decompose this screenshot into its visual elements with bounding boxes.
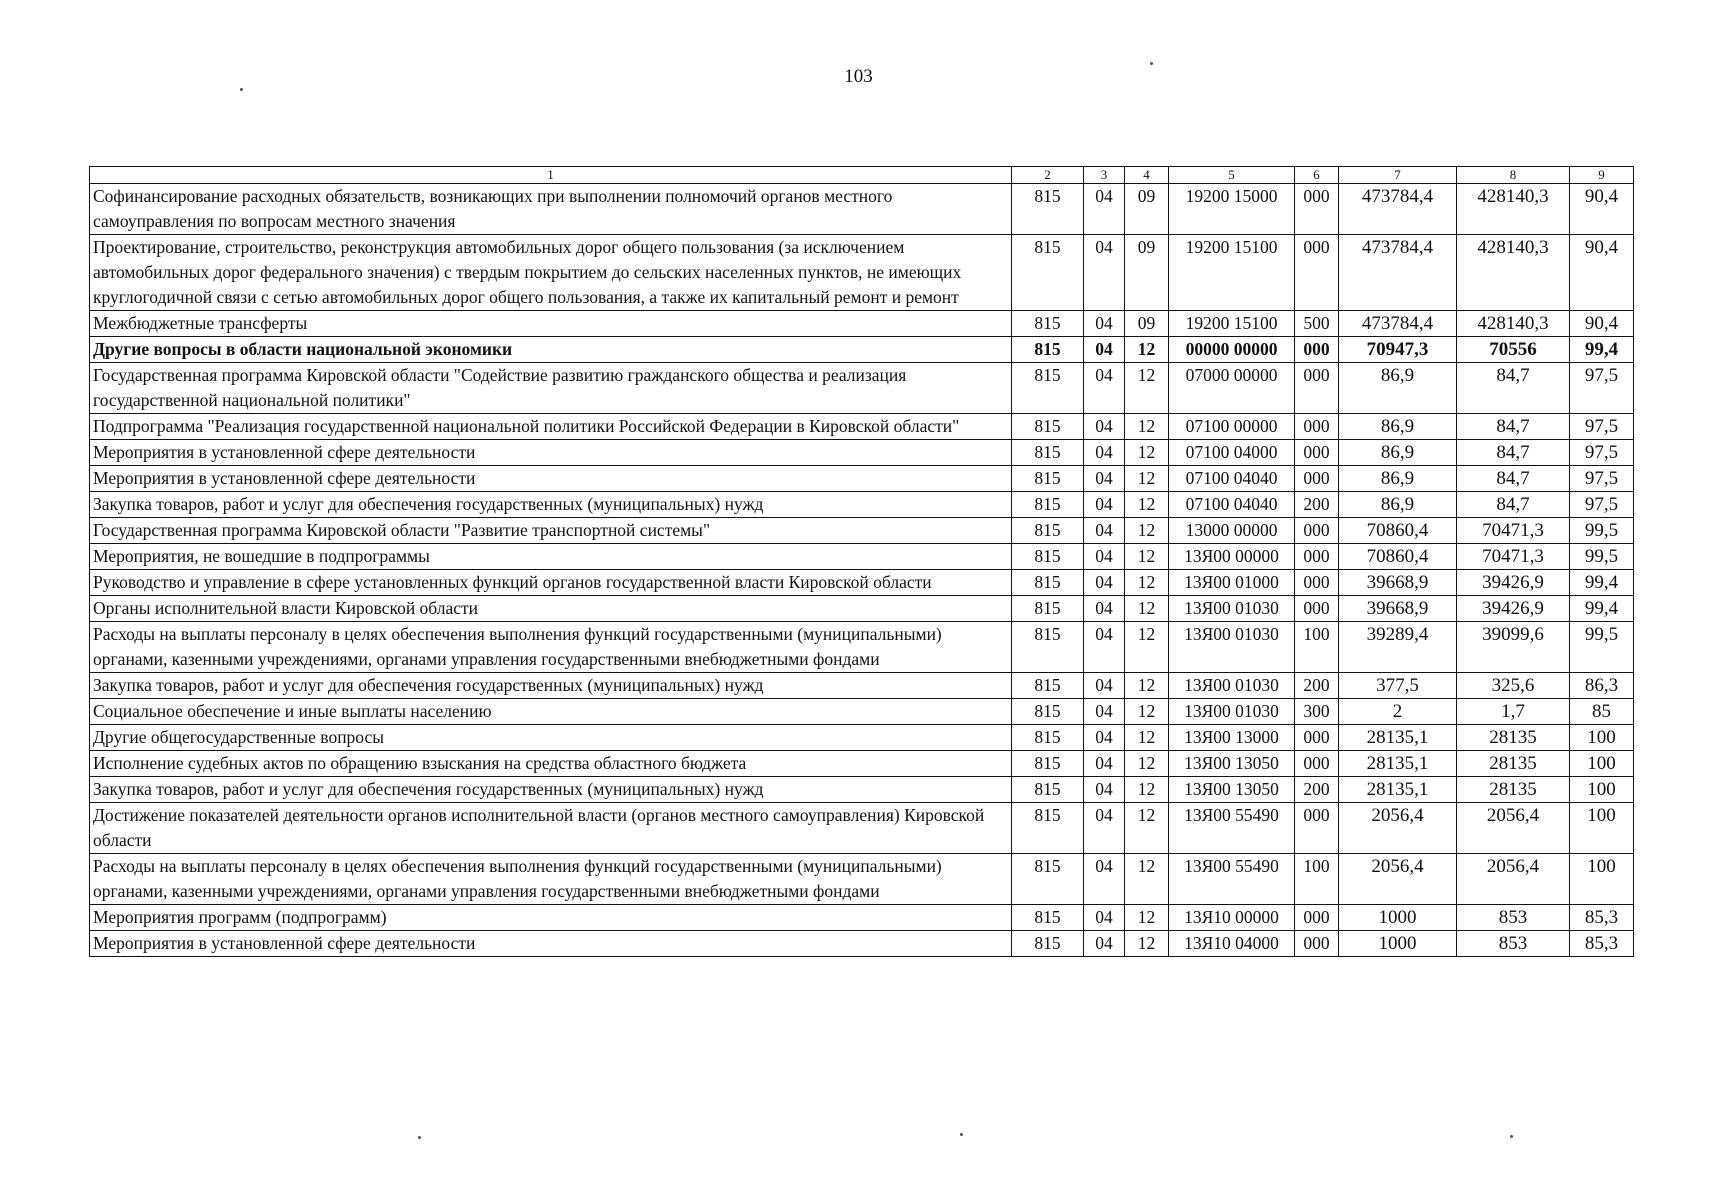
row-value-cell: 100 [1570, 854, 1634, 905]
row-value-cell: 85 [1570, 699, 1634, 725]
row-value-cell: 473784,4 [1339, 184, 1457, 235]
row-value-cell: 84,7 [1457, 363, 1570, 414]
row-value-cell: 815 [1012, 518, 1084, 544]
row-value-cell: 99,5 [1570, 544, 1634, 570]
row-value-cell: 28135 [1457, 751, 1570, 777]
row-value-cell: 100 [1570, 751, 1634, 777]
row-name-cell: Мероприятия в установленной сфере деятельности [90, 440, 1012, 466]
row-value-cell: 39289,4 [1339, 622, 1457, 673]
table-row [90, 905, 1634, 931]
row-value-cell: 815 [1012, 544, 1084, 570]
table-row [90, 184, 1634, 235]
row-value-cell: 07100 04000 [1169, 440, 1295, 466]
row-value-cell: 1000 [1339, 905, 1457, 931]
row-value-cell: 000 [1295, 725, 1339, 751]
table-row [90, 570, 1634, 596]
row-value-cell: 97,5 [1570, 363, 1634, 414]
row-value-cell: 00000 00000 [1169, 337, 1295, 363]
row-value-cell: 13Я00 00000 [1169, 544, 1295, 570]
row-name-cell: Исполнение судебных актов по обращению взыскания на средства областного бюджета [90, 751, 1012, 777]
row-value-cell: 428140,3 [1457, 235, 1570, 311]
row-name-cell: Мероприятия в установленной сфере деятельности [90, 466, 1012, 492]
row-value-cell: 815 [1012, 699, 1084, 725]
row-value-cell: 04 [1084, 466, 1125, 492]
row-value-cell: 12 [1125, 751, 1169, 777]
row-value-cell: 428140,3 [1457, 184, 1570, 235]
row-value-cell: 815 [1012, 905, 1084, 931]
page-number: 103 [844, 66, 873, 87]
row-value-cell: 70471,3 [1457, 544, 1570, 570]
table-row [90, 673, 1634, 699]
row-value-cell: 97,5 [1570, 492, 1634, 518]
header-row [90, 167, 1634, 184]
row-value-cell: 200 [1295, 673, 1339, 699]
row-value-cell: 12 [1125, 363, 1169, 414]
scan-speck [240, 88, 243, 91]
scan-speck [418, 1136, 421, 1139]
row-value-cell: 13Я00 01030 [1169, 699, 1295, 725]
row-value-cell: 70860,4 [1339, 544, 1457, 570]
row-value-cell: 12 [1125, 803, 1169, 854]
row-value-cell: 04 [1084, 596, 1125, 622]
row-value-cell: 2 [1339, 699, 1457, 725]
row-value-cell: 815 [1012, 440, 1084, 466]
row-value-cell: 13Я10 04000 [1169, 931, 1295, 957]
table-row [90, 492, 1634, 518]
row-name-cell: Руководство и управление в сфере установленных функций органов государственной власти Кировской области [90, 570, 1012, 596]
row-value-cell: 04 [1084, 518, 1125, 544]
row-value-cell: 473784,4 [1339, 235, 1457, 311]
row-value-cell: 04 [1084, 699, 1125, 725]
row-value-cell: 428140,3 [1457, 311, 1570, 337]
row-value-cell: 13Я00 55490 [1169, 854, 1295, 905]
row-value-cell: 000 [1295, 235, 1339, 311]
row-value-cell: 12 [1125, 544, 1169, 570]
row-value-cell: 000 [1295, 414, 1339, 440]
row-value-cell: 12 [1125, 931, 1169, 957]
table-row [90, 803, 1634, 854]
table-row [90, 751, 1634, 777]
row-name-cell: Другие общегосударственные вопросы [90, 725, 1012, 751]
col-header: 5 [1169, 167, 1295, 184]
row-value-cell: 13Я00 01030 [1169, 622, 1295, 673]
row-value-cell: 500 [1295, 311, 1339, 337]
row-value-cell: 99,4 [1570, 570, 1634, 596]
col-header: 8 [1457, 167, 1570, 184]
row-value-cell: 86,9 [1339, 414, 1457, 440]
scan-speck [960, 1133, 963, 1136]
table-row [90, 440, 1634, 466]
row-value-cell: 100 [1570, 725, 1634, 751]
table-row [90, 854, 1634, 905]
row-value-cell: 09 [1125, 235, 1169, 311]
row-value-cell: 815 [1012, 363, 1084, 414]
row-value-cell: 815 [1012, 751, 1084, 777]
row-value-cell: 1,7 [1457, 699, 1570, 725]
col-header: 6 [1295, 167, 1339, 184]
row-value-cell: 99,5 [1570, 518, 1634, 544]
row-value-cell: 13Я00 01030 [1169, 596, 1295, 622]
row-value-cell: 39668,9 [1339, 596, 1457, 622]
row-value-cell: 000 [1295, 440, 1339, 466]
row-value-cell: 13Я00 01030 [1169, 673, 1295, 699]
row-value-cell: 000 [1295, 184, 1339, 235]
row-value-cell: 815 [1012, 596, 1084, 622]
col-header: 2 [1012, 167, 1084, 184]
row-value-cell: 815 [1012, 725, 1084, 751]
row-value-cell: 300 [1295, 699, 1339, 725]
row-value-cell: 815 [1012, 184, 1084, 235]
row-value-cell: 39426,9 [1457, 570, 1570, 596]
row-value-cell: 13Я00 13050 [1169, 777, 1295, 803]
table-row [90, 777, 1634, 803]
scan-speck [1510, 1135, 1513, 1138]
row-value-cell: 97,5 [1570, 440, 1634, 466]
row-value-cell: 13Я00 13050 [1169, 751, 1295, 777]
row-value-cell: 04 [1084, 544, 1125, 570]
row-value-cell: 815 [1012, 492, 1084, 518]
row-value-cell: 86,9 [1339, 363, 1457, 414]
table-row [90, 235, 1634, 311]
row-value-cell: 2056,4 [1457, 803, 1570, 854]
row-value-cell: 39099,6 [1457, 622, 1570, 673]
row-value-cell: 07000 00000 [1169, 363, 1295, 414]
row-value-cell: 70860,4 [1339, 518, 1457, 544]
row-value-cell: 86,9 [1339, 466, 1457, 492]
row-name-cell: Проектирование, строительство, реконструкция автомобильных дорог общего пользования (за исключением автомобильных дорог федерального значения) с твердым покрытием до сельских населенных пунктов, не имеющих круглогодичной связи с сетью автомобильных дорог общего пользования, а также их капитальный ремонт и ремонт [90, 235, 1012, 311]
row-name-cell: Мероприятия в установленной сфере деятельности [90, 931, 1012, 957]
row-value-cell: 000 [1295, 931, 1339, 957]
row-value-cell: 13Я10 00000 [1169, 905, 1295, 931]
row-value-cell: 815 [1012, 777, 1084, 803]
row-value-cell: 97,5 [1570, 466, 1634, 492]
row-value-cell: 12 [1125, 699, 1169, 725]
row-value-cell: 99,5 [1570, 622, 1634, 673]
row-name-cell: Государственная программа Кировской области "Содействие развитию гражданского общества и реализация государственной национальной политики" [90, 363, 1012, 414]
row-value-cell: 2056,4 [1457, 854, 1570, 905]
row-name-cell: Государственная программа Кировской области "Развитие транспортной системы" [90, 518, 1012, 544]
row-value-cell: 19200 15000 [1169, 184, 1295, 235]
row-value-cell: 04 [1084, 337, 1125, 363]
row-value-cell: 815 [1012, 337, 1084, 363]
row-value-cell: 12 [1125, 596, 1169, 622]
row-value-cell: 815 [1012, 931, 1084, 957]
row-value-cell: 815 [1012, 622, 1084, 673]
row-value-cell: 04 [1084, 570, 1125, 596]
row-value-cell: 04 [1084, 440, 1125, 466]
row-value-cell: 90,4 [1570, 184, 1634, 235]
row-value-cell: 04 [1084, 311, 1125, 337]
row-value-cell: 04 [1084, 235, 1125, 311]
row-value-cell: 19200 15100 [1169, 235, 1295, 311]
row-name-cell: Закупка товаров, работ и услуг для обеспечения государственных (муниципальных) нужд [90, 673, 1012, 699]
row-value-cell: 86,9 [1339, 492, 1457, 518]
row-value-cell: 84,7 [1457, 466, 1570, 492]
row-value-cell: 377,5 [1339, 673, 1457, 699]
row-value-cell: 12 [1125, 622, 1169, 673]
row-value-cell: 07100 00000 [1169, 414, 1295, 440]
row-value-cell: 12 [1125, 854, 1169, 905]
row-value-cell: 28135,1 [1339, 777, 1457, 803]
row-value-cell: 04 [1084, 414, 1125, 440]
row-value-cell: 12 [1125, 905, 1169, 931]
row-value-cell: 86,9 [1339, 440, 1457, 466]
row-value-cell: 12 [1125, 337, 1169, 363]
row-value-cell: 70947,3 [1339, 337, 1457, 363]
row-value-cell: 84,7 [1457, 414, 1570, 440]
table-row [90, 931, 1634, 957]
row-value-cell: 04 [1084, 673, 1125, 699]
row-value-cell: 99,4 [1570, 337, 1634, 363]
table-row [90, 544, 1634, 570]
table-row [90, 622, 1634, 673]
row-name-cell: Межбюджетные трансферты [90, 311, 1012, 337]
scan-speck [1150, 62, 1153, 65]
row-value-cell: 100 [1295, 854, 1339, 905]
table-row [90, 466, 1634, 492]
row-value-cell: 04 [1084, 931, 1125, 957]
row-name-cell: Достижение показателей деятельности органов исполнительной власти (органов местного самоуправления) Кировской области [90, 803, 1012, 854]
row-value-cell: 90,4 [1570, 311, 1634, 337]
row-value-cell: 815 [1012, 235, 1084, 311]
row-value-cell: 000 [1295, 363, 1339, 414]
row-value-cell: 815 [1012, 570, 1084, 596]
col-header: 4 [1125, 167, 1169, 184]
row-value-cell: 815 [1012, 803, 1084, 854]
row-value-cell: 39426,9 [1457, 596, 1570, 622]
col-header: 9 [1570, 167, 1634, 184]
row-value-cell: 200 [1295, 492, 1339, 518]
row-value-cell: 90,4 [1570, 235, 1634, 311]
row-name-cell: Социальное обеспечение и иные выплаты населению [90, 699, 1012, 725]
row-value-cell: 04 [1084, 725, 1125, 751]
table-row [90, 725, 1634, 751]
row-value-cell: 04 [1084, 854, 1125, 905]
row-value-cell: 86,3 [1570, 673, 1634, 699]
table-row [90, 518, 1634, 544]
row-name-cell: Мероприятия программ (подпрограмм) [90, 905, 1012, 931]
row-value-cell: 04 [1084, 622, 1125, 673]
row-value-cell: 815 [1012, 466, 1084, 492]
table-row [90, 363, 1634, 414]
row-name-cell: Софинансирование расходных обязательств, возникающих при выполнении полномочий органов местного самоуправления по вопросам местного значения [90, 184, 1012, 235]
row-value-cell: 13Я00 13000 [1169, 725, 1295, 751]
row-value-cell: 85,3 [1570, 931, 1634, 957]
row-value-cell: 70471,3 [1457, 518, 1570, 544]
row-value-cell: 13000 00000 [1169, 518, 1295, 544]
row-value-cell: 12 [1125, 414, 1169, 440]
row-value-cell: 07100 04040 [1169, 466, 1295, 492]
row-value-cell: 000 [1295, 905, 1339, 931]
table-row [90, 699, 1634, 725]
row-value-cell: 000 [1295, 596, 1339, 622]
row-value-cell: 13Я00 01000 [1169, 570, 1295, 596]
row-name-cell: Другие вопросы в области национальной экономики [90, 337, 1012, 363]
row-value-cell: 000 [1295, 337, 1339, 363]
row-value-cell: 70556 [1457, 337, 1570, 363]
col-header: 3 [1084, 167, 1125, 184]
row-value-cell: 28135 [1457, 777, 1570, 803]
row-value-cell: 000 [1295, 466, 1339, 492]
row-value-cell: 13Я00 55490 [1169, 803, 1295, 854]
row-value-cell: 04 [1084, 777, 1125, 803]
row-value-cell: 12 [1125, 570, 1169, 596]
row-value-cell: 28135,1 [1339, 751, 1457, 777]
row-value-cell: 200 [1295, 777, 1339, 803]
row-value-cell: 000 [1295, 803, 1339, 854]
row-value-cell: 2056,4 [1339, 854, 1457, 905]
row-value-cell: 815 [1012, 414, 1084, 440]
row-value-cell: 100 [1570, 777, 1634, 803]
row-value-cell: 815 [1012, 673, 1084, 699]
row-value-cell: 04 [1084, 905, 1125, 931]
row-value-cell: 09 [1125, 311, 1169, 337]
row-value-cell: 97,5 [1570, 414, 1634, 440]
row-name-cell: Расходы на выплаты персоналу в целях обеспечения выполнения функций государственными (муниципальными) органами, казенными учреждениями, органами управления государственными внебюджетными фондами [90, 854, 1012, 905]
row-name-cell: Органы исполнительной власти Кировской области [90, 596, 1012, 622]
row-value-cell: 473784,4 [1339, 311, 1457, 337]
row-value-cell: 12 [1125, 518, 1169, 544]
row-value-cell: 04 [1084, 751, 1125, 777]
table-row [90, 596, 1634, 622]
row-value-cell: 12 [1125, 673, 1169, 699]
row-value-cell: 2056,4 [1339, 803, 1457, 854]
row-name-cell: Закупка товаров, работ и услуг для обеспечения государственных (муниципальных) нужд [90, 492, 1012, 518]
row-value-cell: 12 [1125, 466, 1169, 492]
row-value-cell: 19200 15100 [1169, 311, 1295, 337]
row-value-cell: 04 [1084, 363, 1125, 414]
row-value-cell: 84,7 [1457, 492, 1570, 518]
col-header: 7 [1339, 167, 1457, 184]
row-name-cell: Расходы на выплаты персоналу в целях обеспечения выполнения функций государственными (муниципальными) органами, казенными учреждениями, органами управления государственными внебюджетными фондами [90, 622, 1012, 673]
row-value-cell: 04 [1084, 803, 1125, 854]
row-value-cell: 28135 [1457, 725, 1570, 751]
budget-table [89, 166, 1634, 957]
row-value-cell: 04 [1084, 492, 1125, 518]
row-value-cell: 000 [1295, 570, 1339, 596]
row-value-cell: 1000 [1339, 931, 1457, 957]
row-value-cell: 85,3 [1570, 905, 1634, 931]
row-value-cell: 07100 04040 [1169, 492, 1295, 518]
row-name-cell: Мероприятия, не вошедшие в подпрограммы [90, 544, 1012, 570]
row-name-cell: Подпрограмма "Реализация государственной национальной политики Российской Федерации в Кировской области" [90, 414, 1012, 440]
row-value-cell: 853 [1457, 931, 1570, 957]
row-value-cell: 000 [1295, 544, 1339, 570]
col-header: 1 [90, 167, 1012, 184]
table-row [90, 311, 1634, 337]
table-row [90, 337, 1634, 363]
table-row [90, 414, 1634, 440]
row-value-cell: 100 [1295, 622, 1339, 673]
row-value-cell: 39668,9 [1339, 570, 1457, 596]
row-value-cell: 84,7 [1457, 440, 1570, 466]
row-value-cell: 12 [1125, 725, 1169, 751]
row-value-cell: 815 [1012, 854, 1084, 905]
row-value-cell: 04 [1084, 184, 1125, 235]
row-value-cell: 000 [1295, 751, 1339, 777]
row-value-cell: 12 [1125, 440, 1169, 466]
row-value-cell: 12 [1125, 777, 1169, 803]
row-value-cell: 325,6 [1457, 673, 1570, 699]
row-value-cell: 28135,1 [1339, 725, 1457, 751]
row-name-cell: Закупка товаров, работ и услуг для обеспечения государственных (муниципальных) нужд [90, 777, 1012, 803]
row-value-cell: 853 [1457, 905, 1570, 931]
row-value-cell: 99,4 [1570, 596, 1634, 622]
row-value-cell: 815 [1012, 311, 1084, 337]
row-value-cell: 000 [1295, 518, 1339, 544]
row-value-cell: 09 [1125, 184, 1169, 235]
row-value-cell: 12 [1125, 492, 1169, 518]
row-value-cell: 100 [1570, 803, 1634, 854]
